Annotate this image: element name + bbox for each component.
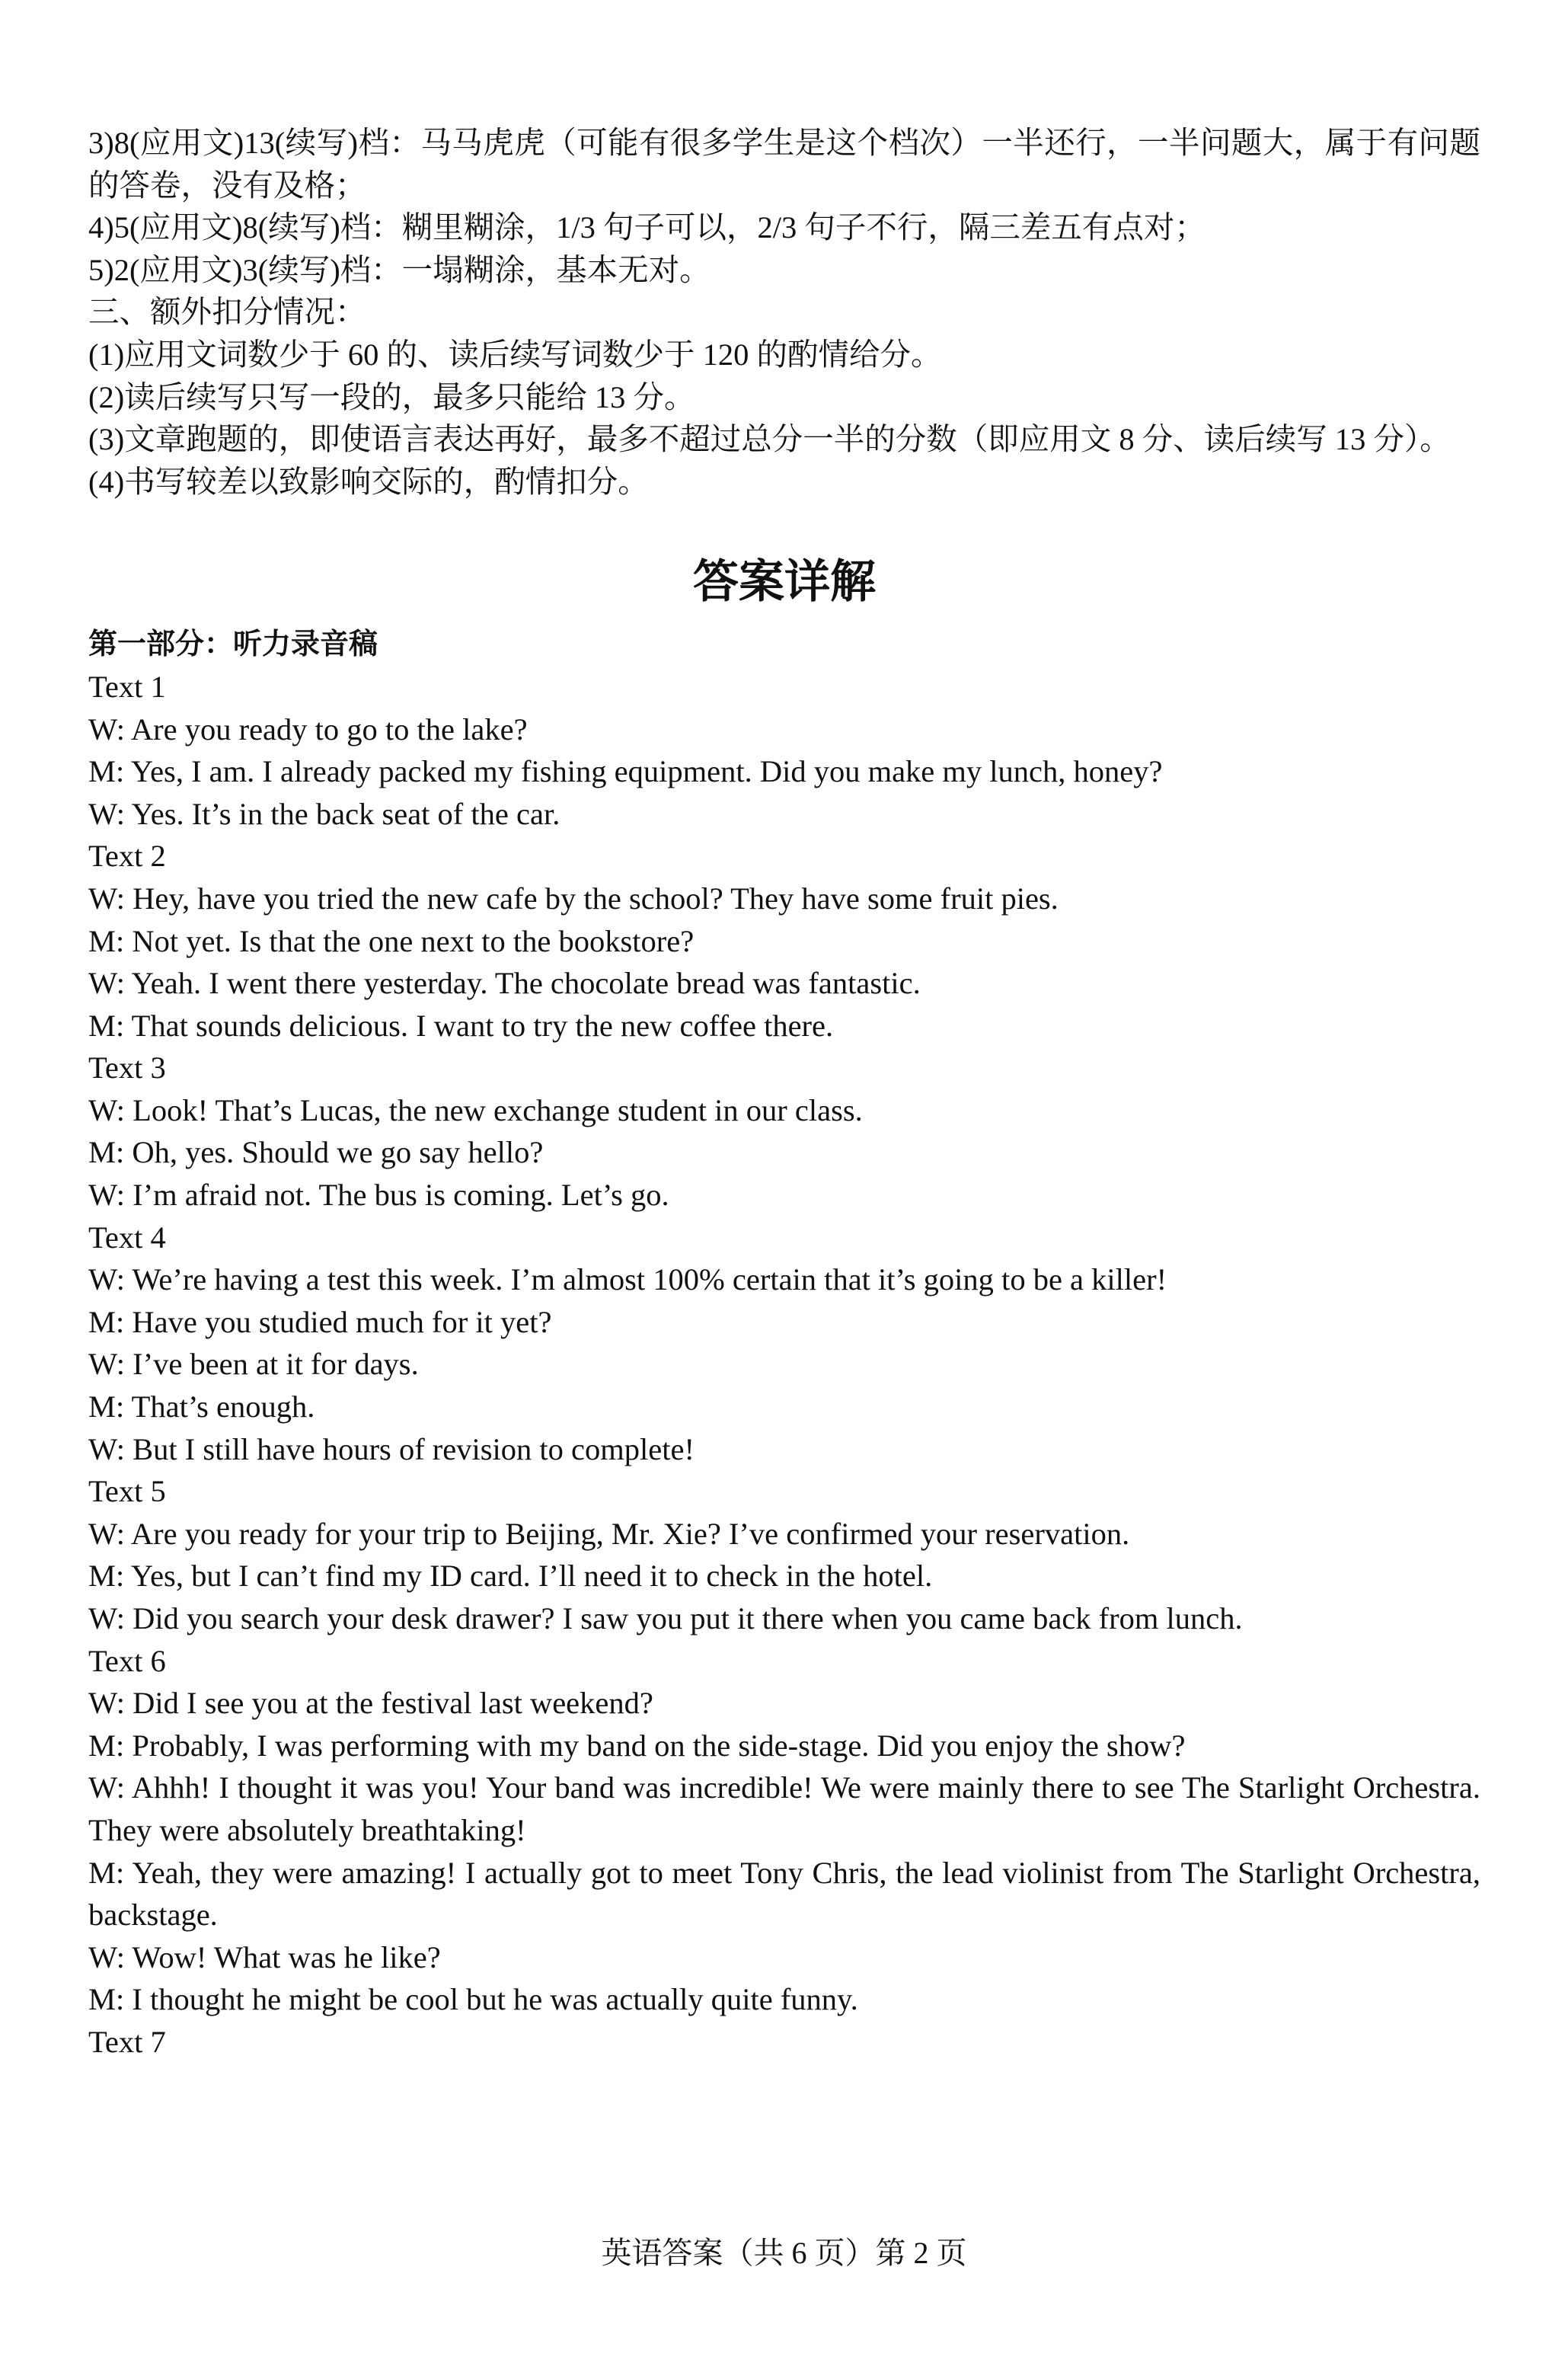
dialogue-line: W: Yes. It’s in the back seat of the car. bbox=[88, 796, 560, 831]
dialogue-line: M: That sounds delicious. I want to try the new coffee there. bbox=[88, 1008, 834, 1043]
page-footer: 英语答案（共 6 页）第 2 页 bbox=[601, 2236, 967, 2270]
text-label: Text 2 bbox=[88, 839, 166, 874]
dialogue-line: M: Oh, yes. Should we go say hello? bbox=[88, 1135, 544, 1170]
part1-heading: 第一部分：听力录音稿 bbox=[88, 627, 378, 661]
dialogue-line: M: That’s enough. bbox=[88, 1389, 315, 1424]
dialogue-line: W: Are you ready for your trip to Beijing, Mr. Xie? I’ve confirmed your reservation. bbox=[88, 1516, 1130, 1551]
dialogue-line: W: Are you ready to go to the lake? bbox=[88, 711, 528, 747]
answer-title: 答案详解 bbox=[693, 555, 876, 609]
extra-item-3: (3)文章跑题的，即使语言表达再好，最多不超过总分一半的分数（即应用文 8 分、读后续写 13 分）。 bbox=[88, 422, 1451, 457]
text-label: Text 6 bbox=[88, 1643, 166, 1678]
dialogue-line: W: I’ve been at it for days. bbox=[88, 1347, 419, 1382]
text-label: Text 7 bbox=[88, 2024, 166, 2059]
dialogue-line: W: I’m afraid not. The bus is coming. Let’s go. bbox=[88, 1178, 669, 1213]
extra-item-2: (2)读后续写只写一段的，最多只能给 13 分。 bbox=[88, 379, 695, 414]
transcript bbox=[88, 666, 1480, 2064]
text-label: Text 1 bbox=[88, 669, 166, 704]
dialogue-line: W: Did you search your desk drawer? I saw you put it there when you came back from lunch. bbox=[88, 1601, 1243, 1635]
dialogue-line: W: But I still have hours of revision to complete! bbox=[88, 1431, 695, 1466]
dialogue-line: M: Yes, but I can’t find my ID card. I’ll need it to check in the hotel. bbox=[88, 1559, 933, 1594]
dialogue-line: W: Ahhh! I thought it was you! Your band was incredible! We were mainly there to see The Starlight Orchestra. They were absolutely breathtaking! bbox=[88, 1770, 1480, 1847]
extra-item-4: (4)书写较差以致影响交际的，酌情扣分。 bbox=[88, 464, 649, 499]
dialogue-line: W: Yeah. I went there yesterday. The chocolate bread was fantastic. bbox=[88, 966, 921, 1001]
extra-deduction-heading: 三、额外扣分情况： bbox=[88, 295, 366, 330]
dialogue-line: M: Have you studied much for it yet? bbox=[88, 1304, 552, 1339]
dialogue-line: W: Look! That’s Lucas, the new exchange student in our class. bbox=[88, 1092, 863, 1127]
dialogue-line: M: Yeah, they were amazing! I actually got to meet Tony Chris, the lead violinist from The Starlight Orchestra, backstage. bbox=[88, 1855, 1480, 1933]
dialogue-line: M: I thought he might be cool but he was actually quite funny. bbox=[88, 1982, 858, 2017]
dialogue-line: W: Did I see you at the festival last weekend? bbox=[88, 1686, 653, 1721]
scoring-level-4: 4)5(应用文)8(续写)档：糊里糊涂，1/3 句子可以，2/3 句子不行，隔三差五有点对； bbox=[88, 210, 1206, 245]
extra-item-1: (1)应用文词数少于 60 的、读后续写词数少于 120 的酌情给分。 bbox=[88, 337, 942, 372]
page-content bbox=[88, 122, 1480, 2064]
dialogue-line: W: Wow! What was he like? bbox=[88, 1939, 441, 1974]
scoring-level-3: 3)8(应用文)13(续写)档：马马虎虎（可能有很多学生是这个档次）一半还行，一半问题大，属于有问题的答卷，没有及格； bbox=[88, 126, 1480, 203]
dialogue-line: W: Hey, have you tried the new cafe by the school? They have some fruit pies. bbox=[88, 881, 1059, 916]
text-label: Text 5 bbox=[88, 1474, 166, 1509]
dialogue-line: M: Not yet. Is that the one next to the bookstore? bbox=[88, 923, 695, 958]
dialogue-line: W: We’re having a test this week. I’m almost 100% certain that it’s going to be a killer! bbox=[88, 1262, 1167, 1297]
dialogue-line: M: Yes, I am. I already packed my fishing equipment. Did you make my lunch, honey? bbox=[88, 754, 1163, 789]
scoring-level-5: 5)2(应用文)3(续写)档：一塌糊涂，基本无对。 bbox=[88, 252, 711, 287]
text-label: Text 3 bbox=[88, 1050, 166, 1085]
dialogue-line: M: Probably, I was performing with my band on the side-stage. Did you enjoy the show? bbox=[88, 1728, 1186, 1763]
text-label: Text 4 bbox=[88, 1220, 166, 1255]
